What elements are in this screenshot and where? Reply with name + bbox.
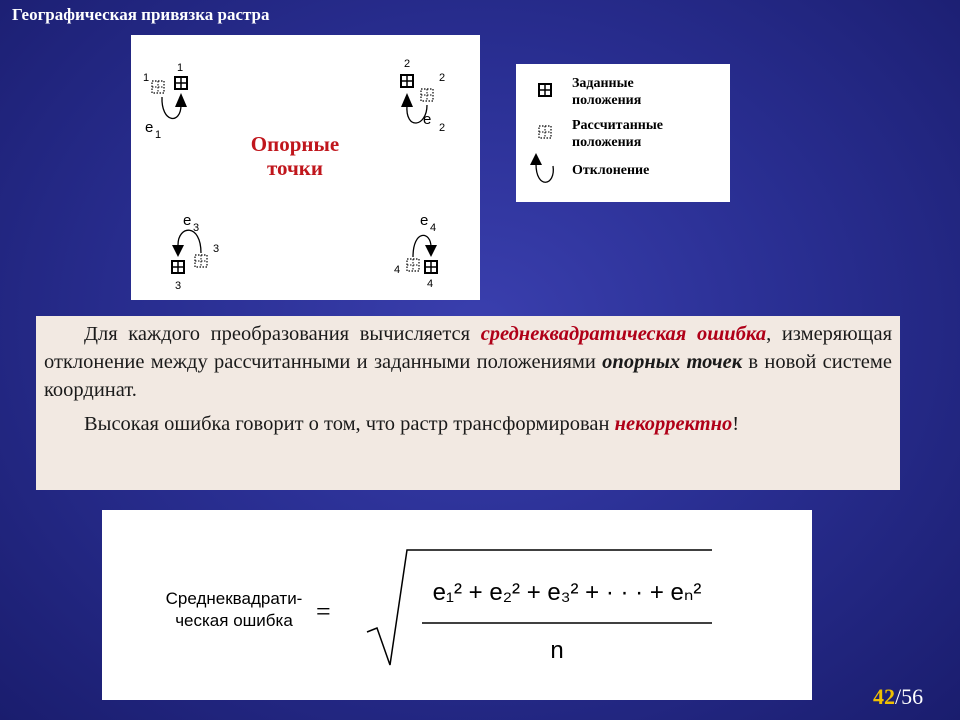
error-label-2: e [423, 111, 432, 128]
center-label-line2: точки [266, 156, 324, 180]
computed-id-3: 3 [213, 243, 220, 255]
deviation-arrow-icon [425, 245, 437, 257]
p1-text-b: , измеряющая отклонение между рассчитанными и заданными положениями [44, 323, 892, 373]
error-label-4: e [420, 212, 429, 229]
page-total: /56 [895, 684, 924, 709]
term-rms-error: среднеквадратическая ошибка [480, 323, 767, 345]
deviation-arrow-icon [175, 93, 187, 107]
formula-numerator: e₁² + e₂² + e₃² + · · · + eₙ² [432, 579, 702, 606]
given-position-icon [539, 84, 551, 96]
p2-text-b: ! [732, 413, 740, 435]
deviation-arrow-icon [401, 93, 413, 107]
center-label-line1: Опорные [250, 132, 340, 156]
given-position-icon [425, 261, 437, 273]
paragraph-2 [44, 410, 892, 438]
error-sub-3: 3 [193, 222, 200, 234]
error-label-3: e [183, 212, 192, 229]
control-points-svg [131, 35, 480, 300]
p2-text-a: Высокая ошибка говорит о том, что растр трансформирован [84, 413, 615, 435]
page-number [873, 684, 923, 710]
given-position-icon [172, 261, 184, 273]
formula-equals: = [316, 597, 331, 626]
computed-position-icon [407, 259, 419, 271]
rms-formula [102, 510, 812, 700]
given-position-icon [401, 75, 413, 87]
formula-denominator: n [550, 637, 564, 664]
legend-given-line2: положения [572, 93, 642, 108]
legend [516, 64, 730, 202]
control-point-4 [394, 212, 437, 290]
control-points-diagram [131, 35, 480, 300]
computed-position-icon [421, 89, 433, 101]
computed-id-2: 2 [439, 72, 446, 84]
legend-deviation-label: Отклонение [572, 163, 650, 178]
error-label-1: e [145, 119, 154, 136]
given-id-2: 2 [404, 58, 411, 70]
error-sub-4: 4 [430, 222, 437, 234]
legend-computed-line2: положения [572, 135, 642, 150]
radical-sign [367, 550, 712, 665]
computed-id-1: 1 [143, 72, 150, 84]
control-point-1 [143, 62, 187, 141]
paragraph-1 [44, 320, 892, 404]
computed-position-icon [195, 255, 207, 267]
computed-position-icon [539, 126, 551, 138]
formula-svg [102, 510, 812, 700]
computed-id-4: 4 [394, 264, 401, 276]
formula-label-line2: ческая ошибка [175, 611, 293, 630]
p1-text-c: в новой системе координат. [44, 351, 892, 401]
slide-title: Географическая привязка растра [12, 5, 270, 24]
legend-svg [516, 64, 730, 202]
control-point-2 [401, 58, 445, 134]
deviation-icon [530, 153, 553, 182]
formula-label-line1: Среднеквадрати- [165, 589, 303, 608]
given-id-4: 4 [427, 278, 434, 290]
legend-given-line1: Заданные [572, 76, 634, 91]
error-sub-1: 1 [155, 129, 162, 141]
legend-computed-line1: Рассчитанные [572, 118, 663, 133]
control-point-3 [172, 212, 219, 292]
given-id-3: 3 [175, 280, 182, 292]
deviation-arrow-icon [172, 245, 184, 257]
error-sub-2: 2 [439, 122, 446, 134]
given-id-1: 1 [177, 62, 184, 74]
explanation-panel [36, 316, 900, 490]
given-position-icon [175, 77, 187, 89]
page-current: 42 [873, 684, 895, 709]
p1-text-a: Для каждого преобразования вычисляется [84, 323, 481, 345]
computed-position-icon [152, 81, 164, 93]
term-incorrect: некорректно [614, 413, 733, 435]
term-control-points: опорных точек [602, 351, 743, 373]
